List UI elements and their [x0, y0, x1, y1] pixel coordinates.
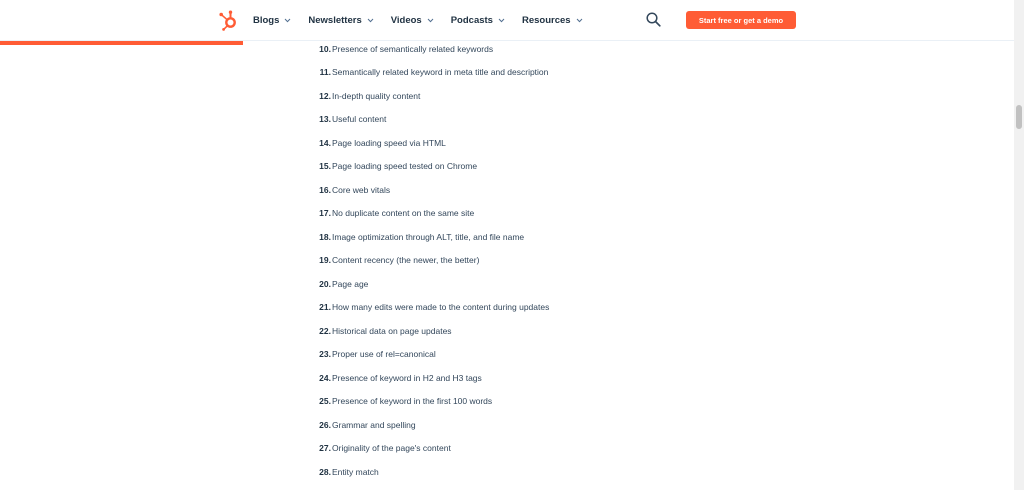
nav-videos-label: Videos [390, 15, 422, 26]
list-item [305, 37, 805, 61]
chevron-down-icon [498, 18, 505, 23]
list-item-text: Core web vitals [332, 184, 391, 195]
nav-videos[interactable] [391, 15, 434, 26]
list-item-text: Grammar and spelling [332, 419, 416, 430]
list-item-text: Presence of keyword in H2 and H3 tags [332, 372, 482, 383]
list-item-text: Proper use of rel=canonical [332, 349, 436, 360]
list-item-number: 18. [319, 231, 331, 242]
list-item-number: 23. [319, 349, 331, 360]
list-item [305, 202, 805, 226]
list-item-number: 10. [319, 43, 331, 54]
list-item-text: Useful content [332, 114, 387, 125]
list-item-number: 27. [319, 443, 331, 454]
list-item-number: 20. [319, 278, 331, 289]
list-item-number: 11. [319, 67, 331, 78]
list-item-text: Entity match [332, 466, 379, 477]
list-item-number: 13. [319, 114, 331, 125]
list-item [305, 178, 805, 202]
list-item [305, 366, 805, 390]
main-nav [253, 0, 600, 41]
page-scrollbar[interactable] [1014, 0, 1024, 490]
list-item-number: 25. [319, 396, 331, 407]
list-item-text: Historical data on page updates [332, 325, 452, 336]
nav-newsletters[interactable] [308, 15, 373, 26]
list-item-number: 22. [319, 325, 331, 336]
list-item [305, 460, 805, 484]
list-item-text: Page loading speed via HTML [332, 137, 446, 148]
list-item-number: 28. [319, 466, 331, 477]
list-item [305, 296, 805, 320]
list-item-text: How many edits were made to the content during updates [332, 302, 550, 313]
list-item-text: No duplicate content on the same site [332, 208, 475, 219]
chevron-down-icon [284, 18, 291, 23]
list-item-text: Content recency (the newer, the better) [332, 255, 480, 266]
list-item-number: 16. [319, 184, 331, 195]
chevron-down-icon [576, 18, 583, 23]
ranking-factors-list [305, 37, 805, 484]
hubspot-logo-icon[interactable] [218, 9, 238, 31]
list-item [305, 437, 805, 461]
list-item [305, 84, 805, 108]
nav-podcasts-label: Podcasts [450, 15, 493, 26]
nav-resources-label: Resources [521, 15, 571, 26]
list-item-number: 21. [319, 302, 331, 313]
start-free-demo-button[interactable]: Start free or get a demo [686, 11, 796, 29]
nav-blogs-label: Blogs [253, 15, 280, 26]
list-item [305, 343, 805, 367]
list-item [305, 413, 805, 437]
list-item [305, 225, 805, 249]
list-item [305, 319, 805, 343]
list-item-number: 19. [319, 255, 331, 266]
list-item-text: Originality of the page's content [332, 443, 451, 454]
chevron-down-icon [427, 18, 434, 23]
list-item-text: Presence of keyword in the first 100 words [332, 396, 493, 407]
scrollbar-thumb[interactable] [1016, 105, 1022, 129]
list-item [305, 249, 805, 273]
list-item-text: Page age [332, 278, 369, 289]
search-icon[interactable] [646, 12, 661, 27]
list-item-text: Presence of semantically related keywords [332, 43, 494, 54]
nav-blogs[interactable] [253, 15, 291, 26]
list-item [305, 131, 805, 155]
site-header [0, 0, 1014, 41]
list-item-text: Page loading speed tested on Chrome [332, 161, 478, 172]
list-item-text: Image optimization through ALT, title, and file name [332, 231, 525, 242]
list-item [305, 155, 805, 179]
nav-podcasts[interactable] [451, 15, 505, 26]
list-item [305, 272, 805, 296]
reading-progress-fill [0, 41, 243, 45]
list-item-number: 12. [319, 90, 331, 101]
chevron-down-icon [367, 18, 374, 23]
list-item [305, 108, 805, 132]
list-item-number: 26. [319, 419, 331, 430]
list-item-number: 14. [319, 137, 331, 148]
list-item-text: Semantically related keyword in meta title and description [332, 67, 549, 78]
list-item-number: 17. [319, 208, 331, 219]
nav-resources[interactable] [522, 15, 583, 26]
nav-newsletters-label: Newsletters [308, 15, 362, 26]
list-item [305, 61, 805, 85]
list-item-number: 15. [319, 161, 331, 172]
list-item-number: 24. [319, 372, 331, 383]
list-item-text: In-depth quality content [332, 90, 421, 101]
list-item [305, 390, 805, 414]
